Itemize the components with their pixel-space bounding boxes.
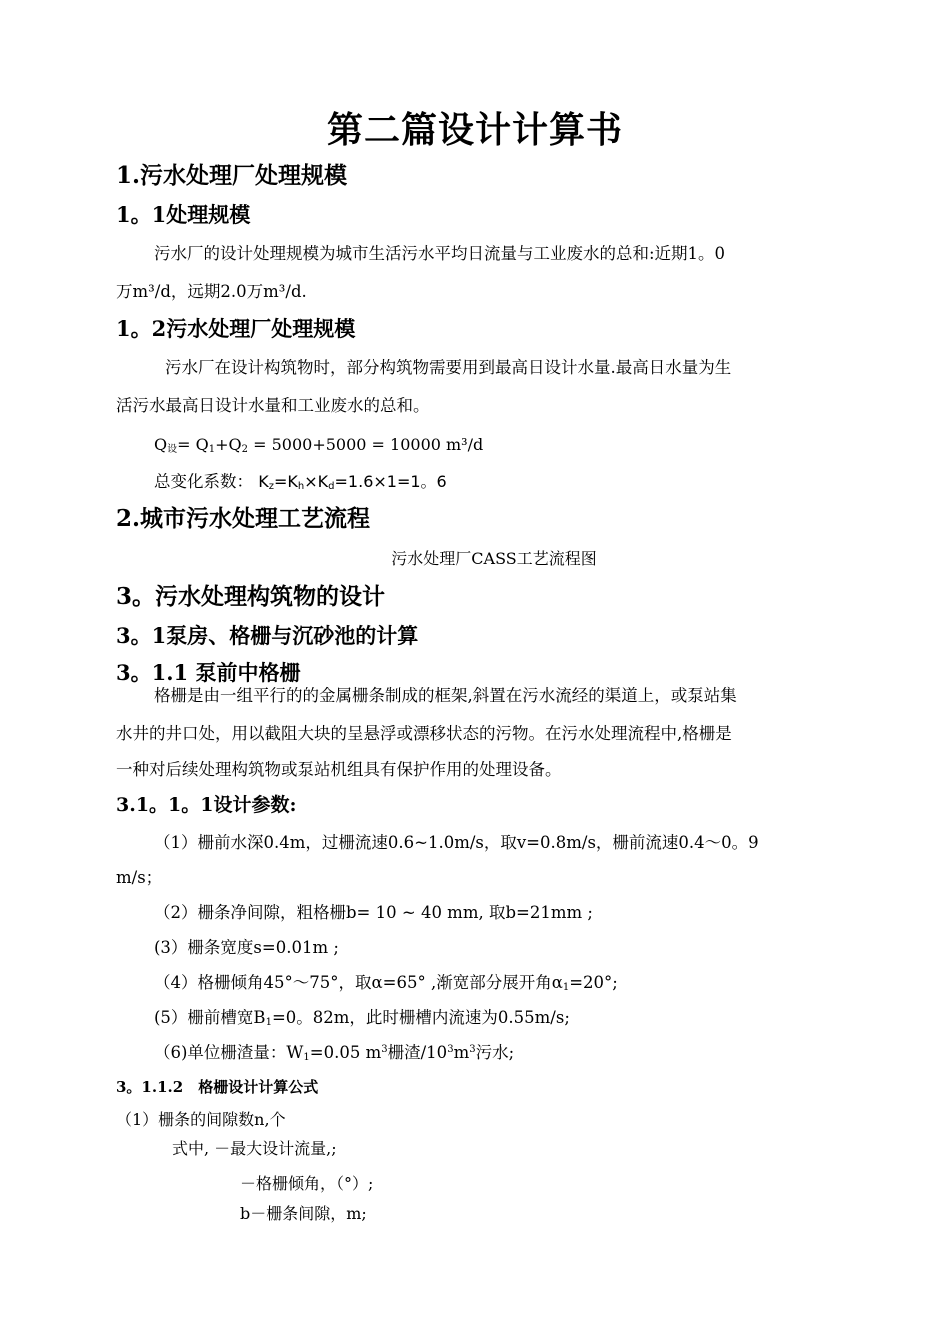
- superscript: 3: [381, 1044, 388, 1055]
- param-text: （4）格栅倾角45°～75°，取α=65° ,渐宽部分展开角α: [154, 973, 563, 992]
- formula-heading: 3。1.1.2 格栅设计计算公式: [116, 1078, 319, 1096]
- section-3-heading: 3。污水处理构筑物的设计: [116, 583, 386, 610]
- q1-subscript: 1: [208, 444, 216, 455]
- equation-text: +Q: [215, 435, 242, 454]
- coefficient-label: 总变化系数：: [154, 472, 253, 491]
- q2-subscript: 2: [241, 444, 249, 455]
- equation-text: = Q: [177, 435, 209, 454]
- param-4: [154, 975, 618, 992]
- param-text: m: [453, 1043, 470, 1062]
- k-symbol: K: [258, 472, 269, 491]
- superscript: 3: [469, 1044, 476, 1055]
- param-text: 栅渣/10: [387, 1043, 448, 1062]
- param-text: =0。82m，此时栅槽内流速为0.55m/s;: [271, 1008, 570, 1027]
- kz-subscript: z: [268, 481, 274, 492]
- equation-result: = 5000+5000 = 10000 m³/d: [253, 435, 484, 454]
- formula-line-3: －格栅倾角，（°）;: [240, 1174, 374, 1193]
- param-1-line-1: [154, 835, 836, 852]
- q-label: Q: [154, 435, 168, 454]
- section-1-heading: 1.污水处理厂处理规模: [116, 162, 348, 189]
- equation-text: =K: [274, 472, 298, 491]
- w-subscript: 1: [303, 1052, 310, 1063]
- param-text: 污水;: [475, 1043, 515, 1062]
- grille-paragraph-line-2: 水井的井口处，用以截阻大块的呈悬浮或漂移状态的污物。在污水处理流程中,格栅是: [116, 724, 732, 743]
- superscript: 3: [447, 1044, 454, 1055]
- grille-paragraph-line-1: 格栅是由一组平行的的金属栅条制成的框架,斜置在污水流经的渠道上，或泵站集: [154, 686, 737, 705]
- section-1-1-paragraph-line-1: [154, 246, 836, 263]
- equation-result: =1.6×1=1。6: [334, 472, 447, 491]
- section-1-1-heading: 1。1处理规模: [116, 202, 251, 227]
- process-flow-caption: 污水处理厂CASS工艺流程图: [391, 549, 597, 568]
- section-1-1-paragraph-line-2: 万m³/d，远期2.0万m³/d.: [116, 282, 307, 301]
- design-flow-equation: [154, 437, 483, 453]
- param-1-line-2: m/s；: [116, 868, 163, 887]
- section-3-1-heading: 3。1泵房、格栅与沉砂池的计算: [116, 623, 419, 648]
- section-2-heading: 2.城市污水处理工艺流程: [116, 505, 371, 532]
- param-2: （2）栅条净间隙，粗格栅b= 10 ~ 40 mm, 取b=21mm ;: [154, 903, 593, 922]
- formula-line-2: 式中, －最大设计流量,;: [172, 1139, 337, 1158]
- param-6: [154, 1045, 514, 1062]
- section-1-2-paragraph-line-2: 活污水最高日设计水量和工业废水的总和。: [116, 396, 430, 415]
- kh-subscript: h: [297, 481, 305, 492]
- kd-subscript: d: [328, 481, 335, 492]
- variation-coefficient-line: [154, 474, 447, 491]
- section-1-2-paragraph-line-1: 污水厂在设计构筑物时，部分构筑物需要用到最高日设计水量.最高日水量为生: [165, 358, 732, 377]
- param-text: (5）栅前槽宽B: [154, 1008, 266, 1027]
- param-text: =0.05 m: [309, 1043, 382, 1062]
- param-text: =20°;: [569, 973, 618, 992]
- alpha-subscript: 1: [562, 982, 570, 993]
- formula-line-1: （1）栅条的间隙数n,个: [116, 1110, 286, 1129]
- section-3-1-1-heading: 3。1.1 泵前中格栅: [116, 660, 301, 685]
- equation-text: ×K: [304, 472, 329, 491]
- b-subscript: 1: [265, 1017, 272, 1028]
- grille-paragraph-line-3: 一种对后续处理构筑物或泵站机组具有保护作用的处理设备。: [116, 760, 562, 779]
- document-title: 第二篇设计计算书: [326, 109, 623, 151]
- formula-line-4: b－栅条间隙，m;: [240, 1204, 367, 1223]
- q-subscript: 设: [167, 444, 178, 455]
- param-5: [154, 1010, 570, 1027]
- paragraph-text: 污水厂的设计处理规模为城市生活污水平均日流量与工业废水的总和:近期1。0: [154, 244, 726, 263]
- section-1-2-heading: 1。2污水处理厂处理规模: [116, 316, 356, 341]
- coefficient-equation: [258, 472, 446, 491]
- design-parameters-heading: 3.1。1。1设计参数:: [116, 794, 297, 816]
- param-text: （1）栅前水深0.4m，过栅流速0.6~1.0m/s，取v=0.8m/s，栅前流速0.4～0。9: [154, 833, 759, 852]
- param-3: (3）栅条宽度s=0.01m ;: [154, 938, 339, 957]
- param-text: （6)单位栅渣量：W: [154, 1043, 304, 1062]
